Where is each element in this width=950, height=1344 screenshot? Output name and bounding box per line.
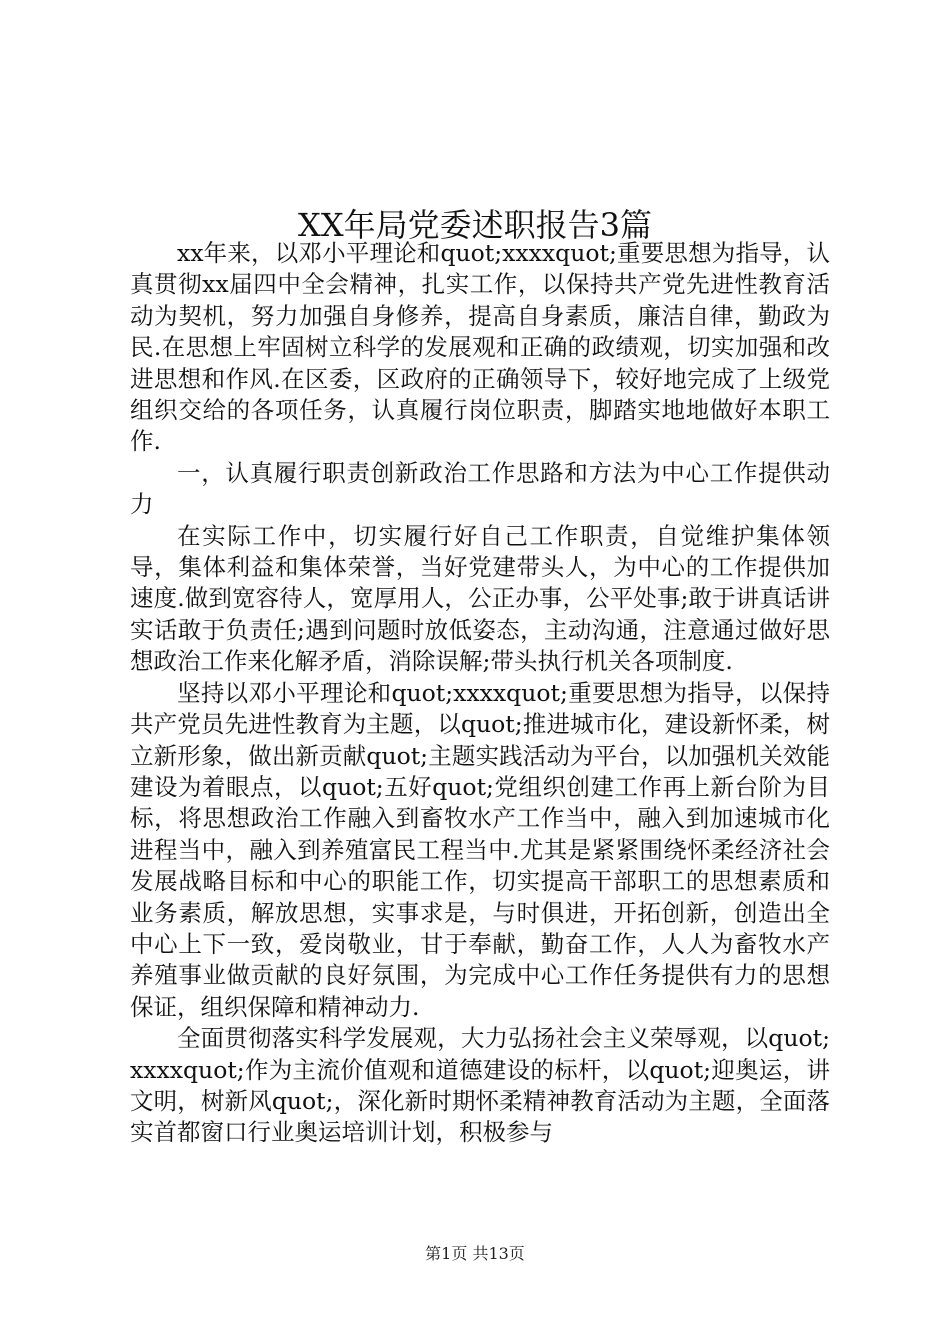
paragraph-guidance: 坚持以邓小平理论和quot;xxxxquot;重要思想为指导，以保持共产党员先进性教育为主题，以quot;推进城市化，建设新怀柔，树立新形象，做出新贡献quot;主题实践活动为平台，以加强机关效能建设为着眼点，以quot;五好quot;党组织创建工作再上新台阶为目标，将思想政治工作融入到畜牧水产工作当中，融入到加速城市化进程当中，融入到养殖富民工程当中.尤其是紧紧围绕怀柔经济社会发展战略目标和中心的职能工作，切实提高干部职工的思想素质和业务素质，解放思想，实事求是，与时俱进，开拓创新，创造出全中心上下一致，爱岗敬业，甘于奉献，勤奋工作，人人为畜牧水产养殖事业做贡献的良好氛围，为完成中心工作任务提供有力的思想保证，组织保障和精神动力. xyxy=(130,678,830,1021)
document-title: XX年局党委述职报告3篇 xyxy=(298,206,652,245)
paragraph-development: 全面贯彻落实科学发展观，大力弘扬社会主义荣辱观，以quot;xxxxquot;作为主流价值观和道德建设的标杆，以quot;迎奥运，讲文明，树新风quot;，深化新时期怀柔精神教育活动为主题，全面落实首都窗口行业奥运培训计划，积极参与 xyxy=(130,1024,830,1147)
document-body xyxy=(130,238,830,1149)
paragraph-duties: 在实际工作中，切实履行好自己工作职责，自觉维护集体领导，集体利益和集体荣誉，当好党建带头人，为中心的工作提供加速度.做到宽容待人，宽厚用人，公正办事，公平处事;敢于讲真话讲实话敢于负责任;遇到问题时放低姿态，主动沟通，注意通过做好思想政治工作来化解矛盾，消除误解;带头执行机关各项制度. xyxy=(130,521,830,676)
paragraph-section-heading: 一，认真履行职责创新政治工作思路和方法为中心工作提供动力 xyxy=(130,458,830,519)
paragraph-intro: xx年来，以邓小平理论和quot;xxxxquot;重要思想为指导，认真贯彻xx届四中全会精神，扎实工作，以保持共产党先进性教育活动为契机，努力加强自身修养，提高自身素质，廉洁自律，勤政为民.在思想上牢固树立科学的发展观和正确的政绩观，切实加强和改进思想和作风.在区委，区政府的正确领导下，较好地完成了上级党组织交给的各项任务，认真履行岗位职责，脚踏实地地做好本职工作. xyxy=(130,239,830,456)
page-number: 第1页 共13页 xyxy=(425,1244,525,1263)
